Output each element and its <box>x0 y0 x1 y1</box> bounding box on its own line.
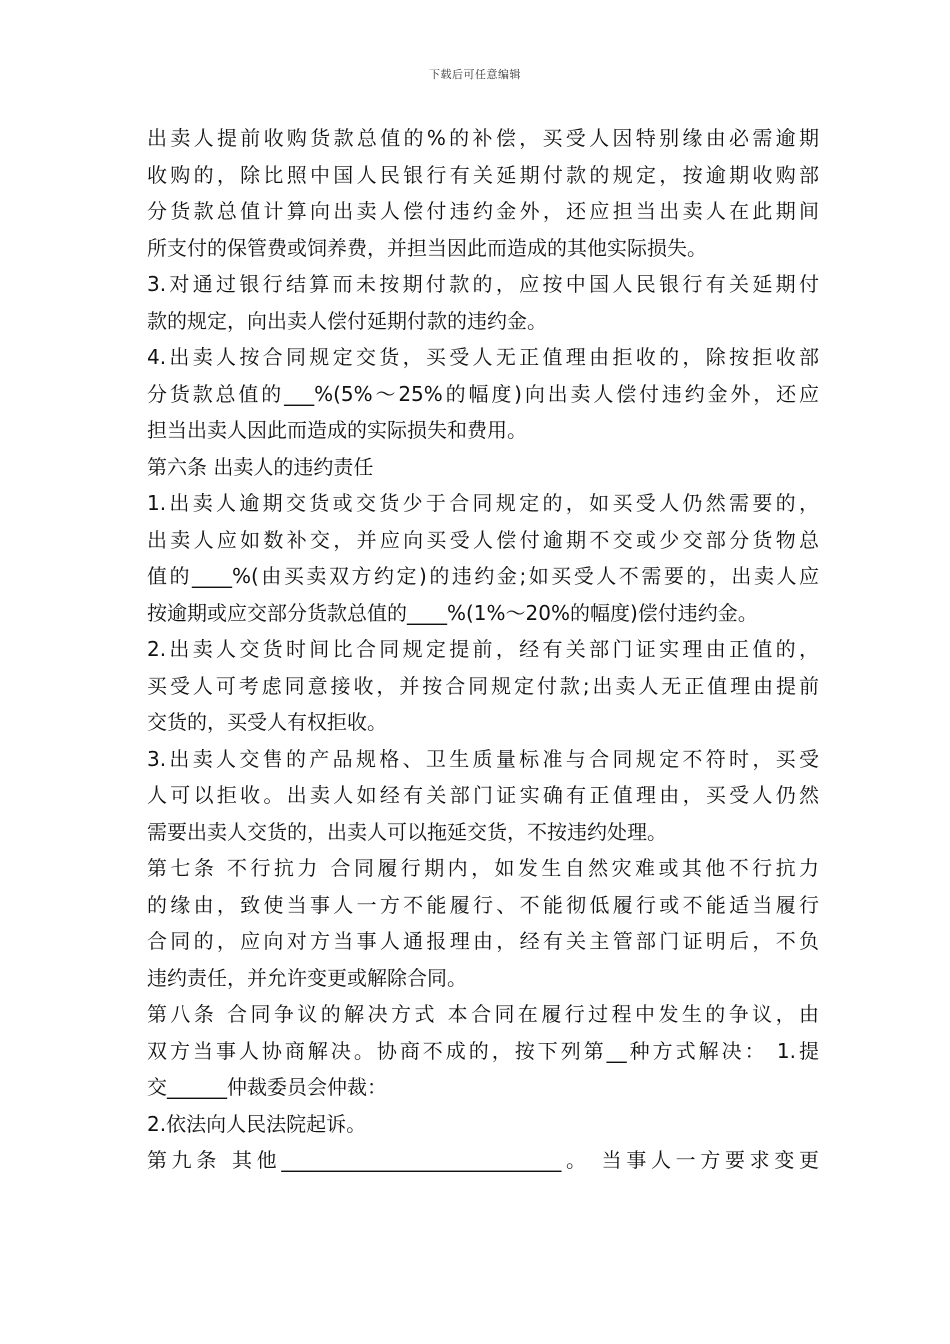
text-line: 交______仲裁委员会仲裁： <box>147 1075 387 1099</box>
text-line: 4.出卖人按合同规定交货，买受人无正值理由拒收的，除按拒收部 <box>147 345 819 369</box>
text-line: 3.对通过银行结算而未按期付款的，应按中国人民银行有关延期付 <box>147 272 819 296</box>
text-line: 第六条 出卖人的违约责任 <box>147 454 374 479</box>
text-line: 3.出卖人交售的产品规格、卫生质量标准与合同规定不符时，买受 <box>147 746 819 771</box>
text-line: 需要出卖人交货的，出卖人可以拖延交货，不按违约处理。 <box>147 819 667 844</box>
text-line: 2.出卖人交货时间比合同规定提前，经有关部门证实理由正值的， <box>147 637 819 661</box>
text-line: 所支付的保管费或饲养费，并担当因此而造成的其他实际损失。 <box>147 235 707 260</box>
text-line: 双方当事人协商解决。协商不成的，按下列第__种方式解决： 1.提 <box>147 1038 819 1063</box>
text-line: 担当出卖人因此而造成的实际损失和费用。 <box>147 418 527 442</box>
text-line: 收购的，除比照中国人民银行有关延期付款的规定，按逾期收购部 <box>147 162 819 187</box>
text-line: 买受人可考虑同意接收，并按合同规定付款;出卖人无正值理由提前 <box>147 673 819 698</box>
text-line: 2.依法向人民法院起诉。 <box>147 1111 367 1136</box>
text-line: 第九条 其他____________________________。 当事人一方要求变更 <box>147 1148 819 1172</box>
text-line: 分货款总值的___%(5%～25%的幅度)向出卖人偿付违约金外，还应 <box>147 381 819 406</box>
text-line: 第七条 不行抗力 合同履行期内，如发生自然灾难或其他不行抗力 <box>147 856 819 880</box>
text-line: 1.出卖人逾期交货或交货少于合同规定的，如买受人仍然需要的， <box>147 491 819 515</box>
text-line: 出卖人提前收购货款总值的%的补偿，买受人因特别缘由必需逾期 <box>147 126 819 150</box>
text-line: 的缘由，致使当事人一方不能履行、不能彻低履行或不能适当履行 <box>147 892 819 917</box>
text-line: 合同的，应向对方当事人通报理由，经有关主管部门证明后，不负 <box>147 929 819 953</box>
page-header: 下载后可任意编辑 <box>429 68 521 81</box>
document-body <box>147 120 819 1179</box>
text-line: 人可以拒收。出卖人如经有关部门证实确有正值理由，买受人仍然 <box>147 783 819 807</box>
text-line: 款的规定，向出卖人偿付延期付款的违约金。 <box>147 308 547 333</box>
text-line: 按逾期或应交部分货款总值的____%(1%～20%的幅度)偿付违约金。 <box>147 600 758 625</box>
text-line: 第八条 合同争议的解决方式 本合同在履行过程中发生的争议，由 <box>147 1002 819 1026</box>
text-line: 违约责任，并允许变更或解除合同。 <box>147 965 467 990</box>
text-line: 出卖人应如数补交，并应向买受人偿付逾期不交或少交部分货物总 <box>147 527 819 552</box>
text-line: 分货款总值计算向出卖人偿付违约金外，还应担当出卖人在此期间 <box>147 199 819 223</box>
text-line: 交货的，买受人有权拒收。 <box>147 710 387 734</box>
text-line: 值的____%(由买卖双方约定)的违约金;如买受人不需要的，出卖人应 <box>147 564 819 588</box>
